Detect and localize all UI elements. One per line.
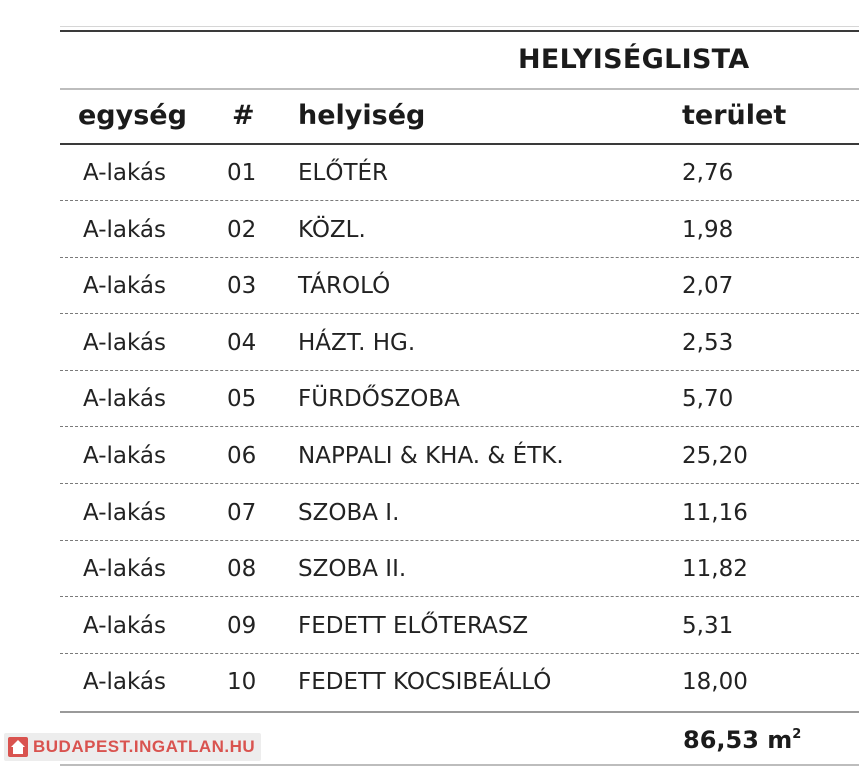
table-row	[60, 371, 859, 427]
cell-room: SZOBA II.	[298, 556, 407, 583]
cell-unit: A-lakás	[83, 216, 167, 243]
cell-room: FÜRDŐSZOBA	[298, 386, 460, 413]
decorative-top-strip	[60, 8, 859, 27]
cell-unit: A-lakás	[83, 160, 167, 186]
cell-number: 02	[227, 216, 257, 243]
total-area	[683, 726, 801, 754]
cell-area: 2,53	[682, 329, 734, 356]
cell-number: 03	[227, 273, 257, 300]
cell-unit: A-lakás	[83, 499, 167, 526]
cell-room: ELŐTÉR	[298, 160, 389, 186]
watermark-text: BUDAPEST.INGATLAN.HU	[33, 737, 256, 756]
header-room: helyiség	[298, 100, 426, 131]
house-icon	[8, 737, 28, 757]
table-row	[60, 598, 859, 654]
cell-area: 1,98	[682, 216, 734, 243]
header-unit: egység	[78, 100, 187, 131]
cell-room: SZOBA I.	[298, 499, 400, 526]
table-row	[60, 485, 859, 541]
table-row	[60, 202, 859, 258]
cell-number: 08	[227, 556, 257, 583]
cell-unit: A-lakás	[83, 329, 167, 356]
cell-unit: A-lakás	[83, 273, 167, 300]
table-row	[60, 541, 859, 597]
cell-room: NAPPALI & KHA. & ÉTK.	[298, 443, 564, 469]
total-area-value: 86,53 m	[683, 726, 793, 754]
cell-number: 10	[227, 669, 257, 696]
cell-room: TÁROLÓ	[298, 273, 391, 300]
cell-number: 04	[227, 329, 257, 356]
top-rule	[60, 30, 859, 32]
header-top-rule	[60, 88, 859, 90]
cell-number: 06	[227, 443, 257, 469]
cell-unit: A-lakás	[83, 386, 167, 413]
total-rule	[60, 711, 859, 713]
watermark	[4, 733, 261, 761]
table-row	[60, 258, 859, 314]
table-row	[60, 428, 859, 484]
cell-room: FEDETT KOCSIBEÁLLÓ	[298, 669, 552, 696]
table-row	[60, 654, 859, 710]
table-row	[60, 145, 859, 201]
cell-number: 09	[227, 612, 257, 639]
cell-number: 07	[227, 499, 257, 526]
cell-unit: A-lakás	[83, 556, 167, 583]
cell-number: 01	[227, 160, 257, 186]
cell-area: 11,82	[682, 556, 748, 583]
total-area-unit-exponent: 2	[792, 727, 802, 742]
header-area: terület	[682, 100, 787, 131]
cell-area: 2,07	[682, 273, 734, 300]
cell-unit: A-lakás	[83, 443, 167, 469]
table-row	[60, 315, 859, 371]
table-title: HELYISÉGLISTA	[518, 44, 750, 75]
cell-area: 11,16	[682, 499, 748, 526]
cell-unit: A-lakás	[83, 612, 167, 639]
cell-area: 18,00	[682, 669, 748, 696]
bottom-rule	[60, 764, 859, 766]
header-number: #	[232, 100, 255, 131]
cell-area: 2,76	[682, 160, 734, 186]
cell-unit: A-lakás	[83, 669, 167, 696]
cell-room: FEDETT ELŐTERASZ	[298, 612, 529, 639]
cell-room: KÖZL.	[298, 216, 366, 243]
cell-area: 5,70	[682, 386, 734, 413]
cell-room: HÁZT. HG.	[298, 329, 416, 356]
cell-number: 05	[227, 386, 257, 413]
cell-area: 5,31	[682, 612, 734, 639]
cell-area: 25,20	[682, 443, 748, 469]
